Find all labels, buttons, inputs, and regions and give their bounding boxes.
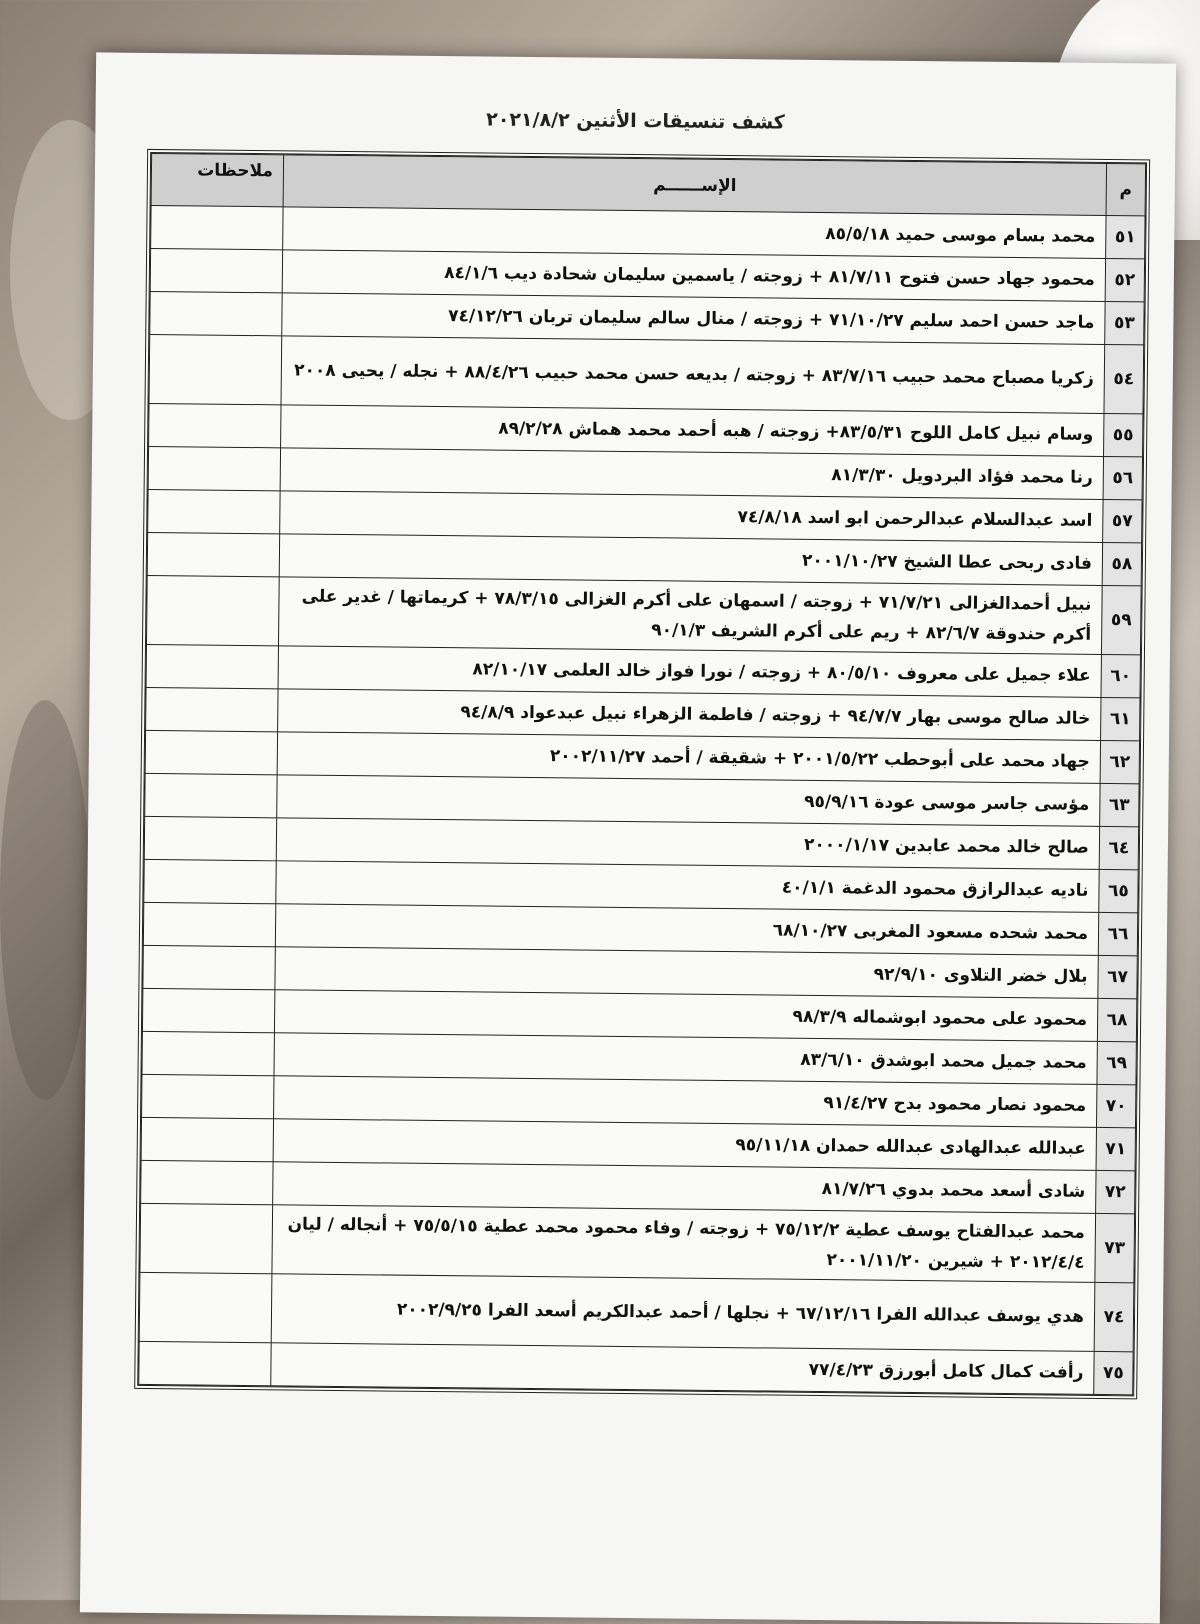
row-number: ٥٢ [1105,258,1144,301]
row-number: ٦٧ [1098,955,1137,998]
row-number: ٦٣ [1100,783,1139,826]
row-name: محمد شحده مسعود المغربى ٦٨/١٠/٢٧ [275,904,1098,956]
row-notes [147,575,280,645]
row-name: ماجد حسن احمد سليم ٧١/١٠/٢٧ + زوجته / منال سالم سليمان تربان ٧٤/١٢/٢٦ [282,293,1105,345]
row-name: محمود على محمود ابوشماله ٩٨/٣/٩ [274,990,1097,1042]
row-number: ٧٥ [1094,1351,1133,1394]
row-notes [151,205,283,249]
names-table [134,149,1150,1399]
table-row [147,575,1142,654]
row-notes [142,1031,274,1075]
row-name: شادى أسعد محمد بدوي ٨١/٧/٢٦ [273,1162,1096,1214]
row-number: ٧٤ [1094,1282,1134,1351]
row-notes [149,403,281,447]
row-number: ٧٠ [1096,1084,1135,1127]
row-number: ٦٥ [1099,869,1138,912]
table-row [149,334,1144,413]
background-marble [0,700,90,1100]
row-notes [139,1272,272,1342]
row-notes [149,334,282,404]
row-number: ٥٩ [1101,585,1141,654]
row-name: خالد صالح موسى بهار ٩٤/٧/٧ + زوجته / فاطمة الزهراء نبيل عبدعواد ٩٤/٨/٩ [278,689,1101,741]
row-notes [150,291,282,335]
row-name: محمد بسام موسى حميد ٨٥/٥/١٨ [283,207,1106,259]
row-number: ٦٩ [1097,1041,1136,1084]
row-name: ناديه عبدالرازق محمود الدغمة ٤٠/١/١ [276,861,1099,913]
row-name: محمد جميل محمد ابوشدق ٨٣/٦/١٠ [274,1033,1097,1085]
row-number: ٦٠ [1101,654,1140,697]
table-body [139,205,1145,1394]
row-number: ٥٣ [1105,301,1144,344]
row-notes [147,532,279,576]
row-name: محمود جهاد حسن فتوح ٨١/٧/١١ + زوجته / ياسمين سليمان شحادة ديب ٨٤/١/٦ [282,250,1105,302]
table-row [139,1272,1134,1351]
row-notes [139,1341,271,1385]
row-notes [148,489,280,533]
row-notes [144,859,276,903]
row-name: رأفت كمال كامل أبورزق ٧٧/٤/٢٣ [271,1343,1094,1395]
row-number: ٥٦ [1103,456,1142,499]
row-notes [146,644,278,688]
column-header-number: م [1106,163,1146,215]
row-notes [141,1160,273,1204]
row-number: ٦٤ [1099,826,1138,869]
row-number: ٧٣ [1095,1213,1135,1282]
row-name: صالح خالد محمد عابدين ٢٠٠٠/١/١٧ [276,818,1099,870]
row-notes [150,248,282,292]
row-notes [140,1203,273,1273]
row-number: ٦١ [1101,697,1140,740]
row-name: رنا محمد فؤاد البردويل ٨١/٣/٣٠ [280,448,1103,500]
row-number: ٧٢ [1096,1170,1135,1213]
row-notes [143,945,275,989]
row-name: محمد عبدالفتاح يوسف عطية ٧٥/١٢/٢ + زوجته / وفاء محمود محمد عطية ٧٥/٥/١٥ + أنجاله / ليان ٢٠١٢/٤/٤ + شيرين ٢٠٠١/١١/٢٠ [272,1205,1096,1283]
row-notes [144,816,276,860]
row-name: اسد عبدالسلام عبدالرحمن ابو اسد ٧٤/٨/١٨ [280,491,1103,543]
row-notes [143,902,275,946]
row-name: جهاد محمد على أبوحطب ٢٠٠١/٥/٢٢ + شقيقة / أحمد ٢٠٠٢/١١/٢٧ [277,732,1100,784]
column-header-name: الإســــــم [283,155,1106,216]
row-notes [148,446,280,490]
row-number: ٥٧ [1103,499,1142,542]
row-number: ٥٨ [1102,542,1141,585]
row-name: زكريا مصباح محمد حبيب ٨٣/٧/١٦ + زوجته / بديعه حسن محمد حبيب ٨٨/٤/٢٦ + نجله / يحيى ٢٠٠٨ [281,336,1105,414]
column-header-notes: ملاحظات [151,153,284,206]
row-name: بلال خضر التلاوى ٩٢/٩/١٠ [275,947,1098,999]
row-name: فادى ربحى عطا الشيخ ٢٠٠١/١٠/٢٧ [279,534,1102,586]
row-name: عبدالله عبدالهادى عبدالله حمدان ٩٥/١١/١٨ [273,1119,1096,1171]
row-name: علاء جميل على معروف ٨٠/٥/١٠ + زوجته / نورا فواز خالد العلمى ٨٢/١٠/١٧ [278,646,1101,698]
row-name: مؤسى جاسر موسى عودة ٩٥/٩/١٦ [277,775,1100,827]
row-name: نبيل أحمدالغزالى ٧١/٧/٢١ + زوجته / اسمهان على أكرم الغزالى ٧٨/٣/١٥ + كريماتها / غدير على أكرم حندوقة ٨٢/٦/٧ + ريم على أكرم الشريف ٩٠/١/٣ [278,577,1102,655]
row-name: هدي يوسف عبدالله الفرا ٦٧/١٢/١٦ + نجلها / أحمد عبدالكريم أسعد الفرا ٢٠٠٢/٩/٢٥ [271,1274,1095,1352]
row-number: ٦٦ [1098,912,1137,955]
table-row [139,1341,1133,1394]
row-notes [146,687,278,731]
row-number: ٥٥ [1104,413,1143,456]
table-row [140,1203,1135,1282]
document-title: كشف تنسيقات الأثنين ٢٠٢١/٨/٢ [486,108,785,134]
row-notes [145,730,277,774]
row-name: وسام نبيل كامل اللوح ٨٣/٥/٣١+ زوجته / هبه أحمد محمد هماش ٨٩/٢/٢٨ [281,405,1104,457]
row-number: ٧١ [1096,1127,1135,1170]
row-notes [142,1074,274,1118]
row-notes [141,1117,273,1161]
row-notes [142,988,274,1032]
row-number: ٦٢ [1100,740,1139,783]
row-number: ٦٨ [1097,998,1136,1041]
row-notes [145,773,277,817]
paper-sheet [80,52,1176,1623]
row-name: محمود نصار محمود بدح ٩١/٤/٢٧ [274,1076,1097,1128]
row-number: ٥١ [1106,215,1145,258]
row-number: ٥٤ [1104,344,1144,413]
